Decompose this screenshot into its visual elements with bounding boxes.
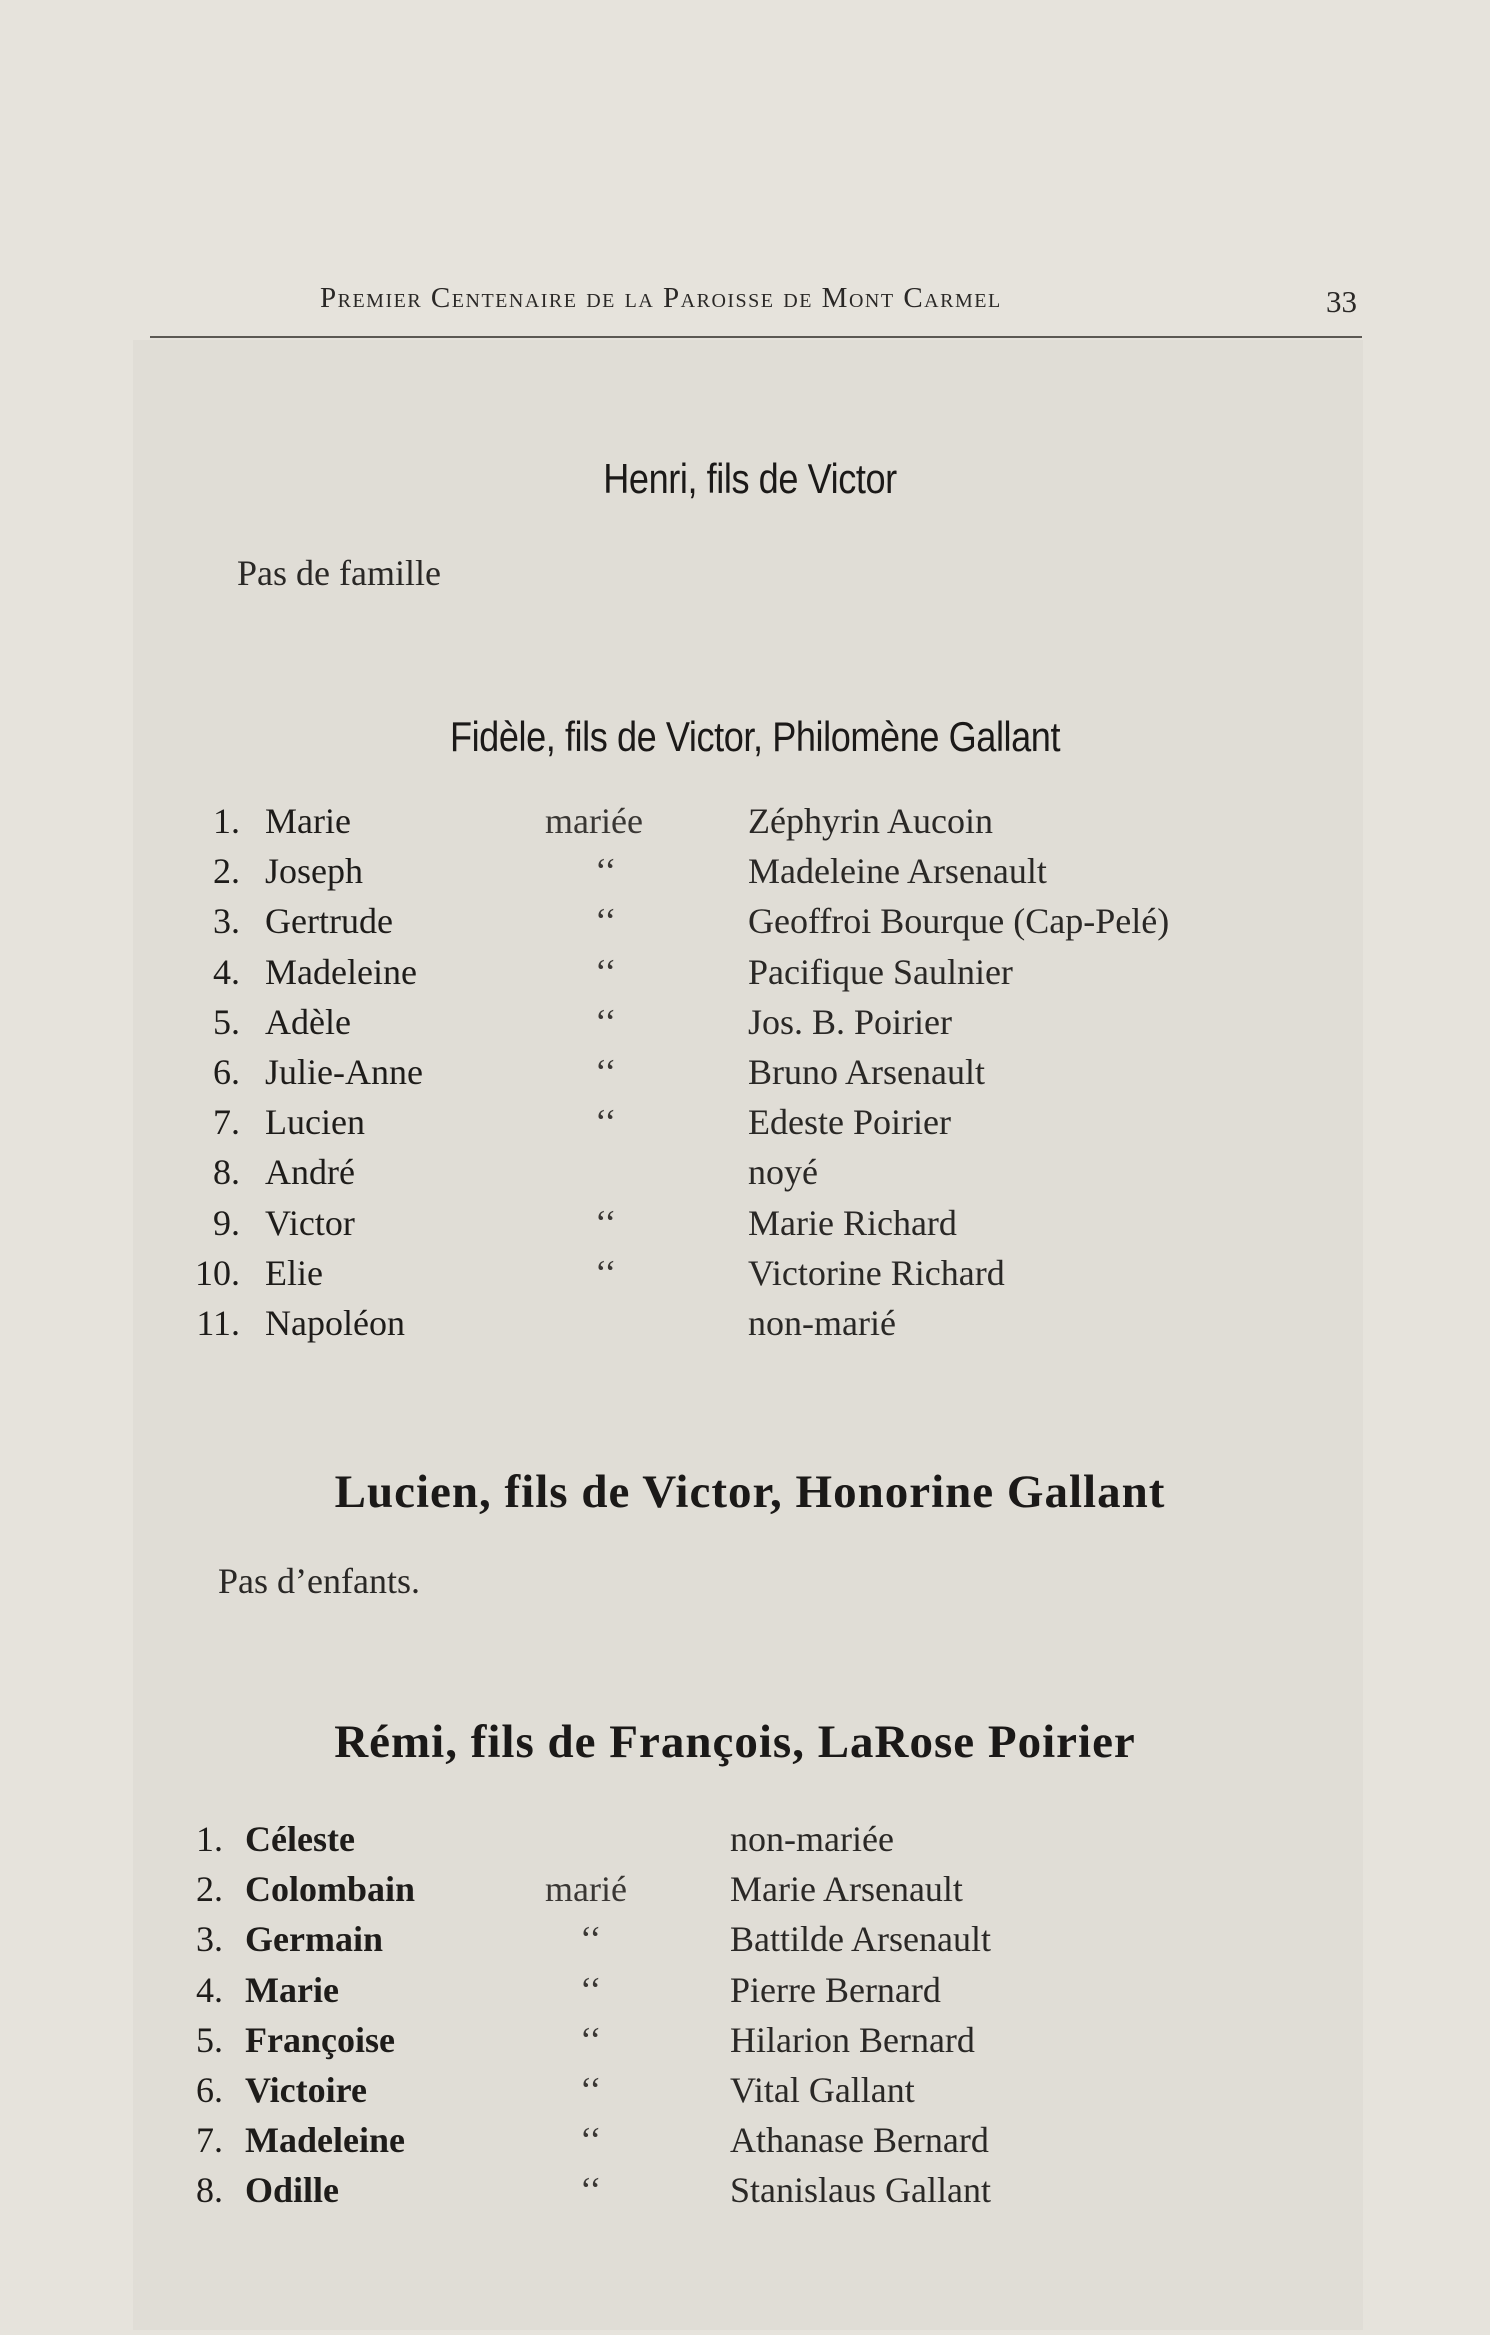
section-note-lucien: Pas d’enfants.: [218, 1561, 420, 1601]
item-number: 3.: [213, 901, 240, 942]
child-name: Lucien: [265, 1102, 365, 1143]
marital-status: ‘‘: [595, 1052, 617, 1092]
spouse-name: Jos. B. Poirier: [748, 1001, 953, 1042]
child-name: Céleste: [245, 1819, 355, 1859]
item-number: 3.: [196, 1919, 223, 1960]
spouse-name: non-mariée: [730, 1819, 894, 1859]
spouse-name: Pierre Bernard: [730, 1969, 941, 2010]
spouse-name: Athanase Bernard: [730, 2120, 989, 2161]
list-item: [0, 1918, 1490, 1968]
marital-status: ‘‘: [595, 1001, 617, 1042]
item-number: 1.: [196, 1819, 223, 1859]
list-item: [0, 1051, 1490, 1101]
marital-status: ‘‘: [595, 901, 617, 942]
section-heading-remi: Rémi, fils de François, LaRose Poirier: [334, 1716, 1136, 1768]
list-item: [0, 1252, 1490, 1302]
item-number: 11.: [196, 1303, 240, 1343]
list-item: [0, 951, 1490, 1001]
list-item: [0, 1101, 1490, 1151]
marital-status: ‘‘: [580, 2019, 602, 2060]
item-number: 8.: [213, 1152, 240, 1193]
running-title: Premier Centenaire de la Paroisse de Mont Carmel: [320, 282, 1002, 314]
list-item: [0, 1969, 1490, 2019]
child-name: Françoise: [245, 2019, 395, 2060]
child-name: Joseph: [265, 851, 363, 892]
marital-status: ‘‘: [580, 1969, 602, 2010]
item-number: 1.: [213, 801, 240, 841]
child-name: André: [265, 1152, 355, 1193]
item-number: 10.: [195, 1252, 240, 1293]
spouse-name: non-marié: [748, 1303, 896, 1343]
spouse-name: noyé: [748, 1152, 818, 1193]
list-item: [0, 2069, 1490, 2119]
list-item: [0, 2119, 1490, 2169]
item-number: 5.: [213, 1001, 240, 1042]
child-name: Elie: [265, 1252, 323, 1293]
item-number: 7.: [213, 1102, 240, 1143]
spouse-name: Hilarion Bernard: [730, 2019, 975, 2060]
list-item: [0, 1001, 1490, 1051]
marital-status: ‘‘: [580, 2070, 602, 2110]
child-name: Odille: [245, 2170, 340, 2211]
child-name: Napoléon: [265, 1303, 405, 1343]
marital-status: ‘‘: [580, 2120, 602, 2161]
child-name: Madeleine: [265, 951, 417, 992]
page-number: 33: [1326, 284, 1357, 319]
item-number: 7.: [196, 2120, 223, 2161]
marital-status: ‘‘: [595, 1102, 617, 1143]
child-name: Victoire: [245, 2070, 367, 2110]
item-number: 6.: [213, 1052, 240, 1092]
marital-status: ‘‘: [580, 2170, 602, 2211]
child-name: Marie: [265, 801, 351, 841]
spouse-name: Victorine Richard: [748, 1252, 1005, 1293]
marital-status: ‘‘: [595, 951, 617, 992]
child-name: Germain: [245, 1919, 383, 1960]
section-note-henri: Pas de famille: [237, 553, 441, 593]
list-item: [0, 2019, 1490, 2069]
child-name: Madeleine: [245, 2120, 405, 2161]
marital-status: ‘‘: [595, 851, 617, 892]
list-item: [0, 1818, 1490, 1868]
list-item: [0, 1151, 1490, 1201]
child-name: Gertrude: [265, 901, 393, 942]
spouse-name: Madeleine Arsenault: [748, 851, 1047, 892]
spouse-name: Marie Arsenault: [730, 1869, 963, 1910]
spouse-name: Pacifique Saulnier: [748, 951, 1013, 992]
section-heading-fidele: Fidèle, fils de Victor, Philomène Gallant: [449, 713, 1061, 760]
section-heading-henri: Henri, fils de Victor: [603, 455, 897, 502]
item-number: 9.: [213, 1202, 240, 1243]
list-item: [0, 800, 1490, 850]
marital-status: marié: [545, 1869, 627, 1910]
spouse-name: Bruno Arsenault: [748, 1052, 985, 1092]
spouse-name: Marie Richard: [748, 1202, 957, 1243]
spouse-name: Battilde Arsenault: [730, 1919, 991, 1960]
child-name: Colombain: [245, 1869, 416, 1910]
list-item: [0, 1202, 1490, 1252]
child-name: Julie-Anne: [265, 1052, 423, 1092]
item-number: 2.: [196, 1869, 223, 1910]
list-item: [0, 1868, 1490, 1918]
item-number: 8.: [196, 2170, 223, 2211]
list-item: [0, 900, 1490, 950]
marital-status: mariée: [545, 801, 643, 841]
marital-status: ‘‘: [580, 1919, 602, 1960]
spouse-name: Zéphyrin Aucoin: [748, 801, 993, 841]
header-rule: [150, 336, 1362, 338]
child-name: Victor: [265, 1202, 355, 1243]
item-number: 4.: [213, 951, 240, 992]
spouse-name: Stanislaus Gallant: [730, 2170, 991, 2211]
spouse-name: Vital Gallant: [730, 2070, 915, 2110]
item-number: 6.: [196, 2070, 223, 2110]
item-number: 2.: [213, 851, 240, 892]
list-item: [0, 2169, 1490, 2219]
marital-status: ‘‘: [595, 1252, 617, 1293]
list-item: [0, 850, 1490, 900]
spouse-name: Edeste Poirier: [748, 1102, 951, 1143]
section-heading-lucien: Lucien, fils de Victor, Honorine Gallant: [334, 1466, 1166, 1518]
child-name: Marie: [245, 1969, 339, 2010]
item-number: 5.: [196, 2019, 223, 2060]
item-number: 4.: [196, 1969, 223, 2010]
marital-status: ‘‘: [595, 1202, 617, 1243]
spouse-name: Geoffroi Bourque (Cap-Pelé): [748, 901, 1170, 942]
list-item: [0, 1302, 1490, 1352]
child-name: Adèle: [265, 1001, 351, 1042]
